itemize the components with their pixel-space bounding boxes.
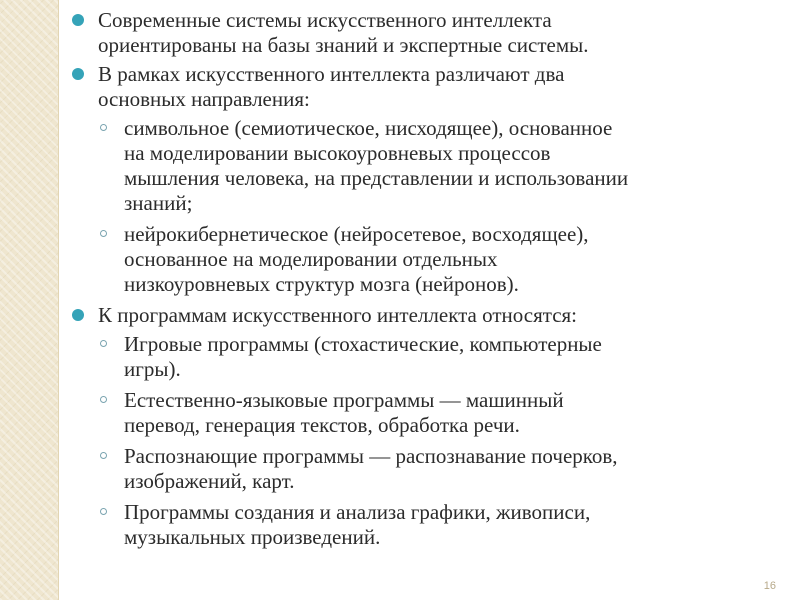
bullet-text-line: В рамках искусственного интеллекта различают два <box>98 62 565 86</box>
sub-bullet-ring-icon <box>100 508 107 515</box>
page-number: 16 <box>763 580 776 592</box>
sub-bullet-text-line: основанное на моделировании отдельных <box>124 247 498 271</box>
sub-bullet-ring-icon <box>100 230 107 237</box>
sub-bullet-text-line: Распознающие программы — распознавание почерков, <box>124 444 618 468</box>
sub-bullet-item <box>72 116 772 216</box>
sub-bullet-ring-icon <box>100 340 107 347</box>
sub-bullet-text-line: Программы создания и анализа графики, живописи, <box>124 500 591 524</box>
sub-bullet-text-line: нейрокибернетическое (нейросетевое, восходящее), <box>124 222 589 246</box>
sub-bullet-text-line: мышления человека, на представлении и использовании <box>124 166 629 190</box>
decorative-left-band <box>0 0 59 600</box>
sub-bullet-ring-icon <box>100 452 107 459</box>
sub-bullet-text-line: низкоуровневых структур мозга (нейронов). <box>124 272 519 296</box>
sub-bullet-text-line: на моделировании высокоуровневых процессов <box>124 141 551 165</box>
bullet-item <box>72 303 772 328</box>
bullet-item <box>72 62 772 112</box>
sub-bullet-text-line: игры). <box>124 357 181 381</box>
sub-bullet-text-line: Естественно-языковые программы — машинный <box>124 388 564 412</box>
bullet-text-line: основных направления: <box>98 87 310 111</box>
sub-bullet-text-line: Игровые программы (стохастические, компьютерные <box>124 332 602 356</box>
sub-bullet-item <box>72 332 772 382</box>
sub-bullet-text-line: музыкальных произведений. <box>124 525 381 549</box>
sub-bullet-text-line: символьное (семиотическое, нисходящее), основанное <box>124 116 613 140</box>
bullet-dot-icon <box>72 14 84 26</box>
sub-bullet-item <box>72 222 772 297</box>
sub-bullet-ring-icon <box>100 396 107 403</box>
bullet-text-line: ориентированы на базы знаний и экспертные системы. <box>98 33 589 57</box>
bullet-dot-icon <box>72 68 84 80</box>
bullet-text-line: К программам искусственного интеллекта относятся: <box>98 303 578 327</box>
sub-bullet-item <box>72 500 772 550</box>
bullet-dot-icon <box>72 309 84 321</box>
sub-bullet-item <box>72 444 772 494</box>
sub-bullet-item <box>72 388 772 438</box>
sub-bullet-text-line: знаний; <box>124 191 193 215</box>
slide-content <box>72 8 772 556</box>
sub-bullet-text-line: перевод, генерация текстов, обработка речи. <box>124 413 520 437</box>
sub-bullet-ring-icon <box>100 124 107 131</box>
bullet-text-line: Современные системы искусственного интеллекта <box>98 8 552 32</box>
sub-bullet-text-line: изображений, карт. <box>124 469 295 493</box>
bullet-item <box>72 8 772 58</box>
